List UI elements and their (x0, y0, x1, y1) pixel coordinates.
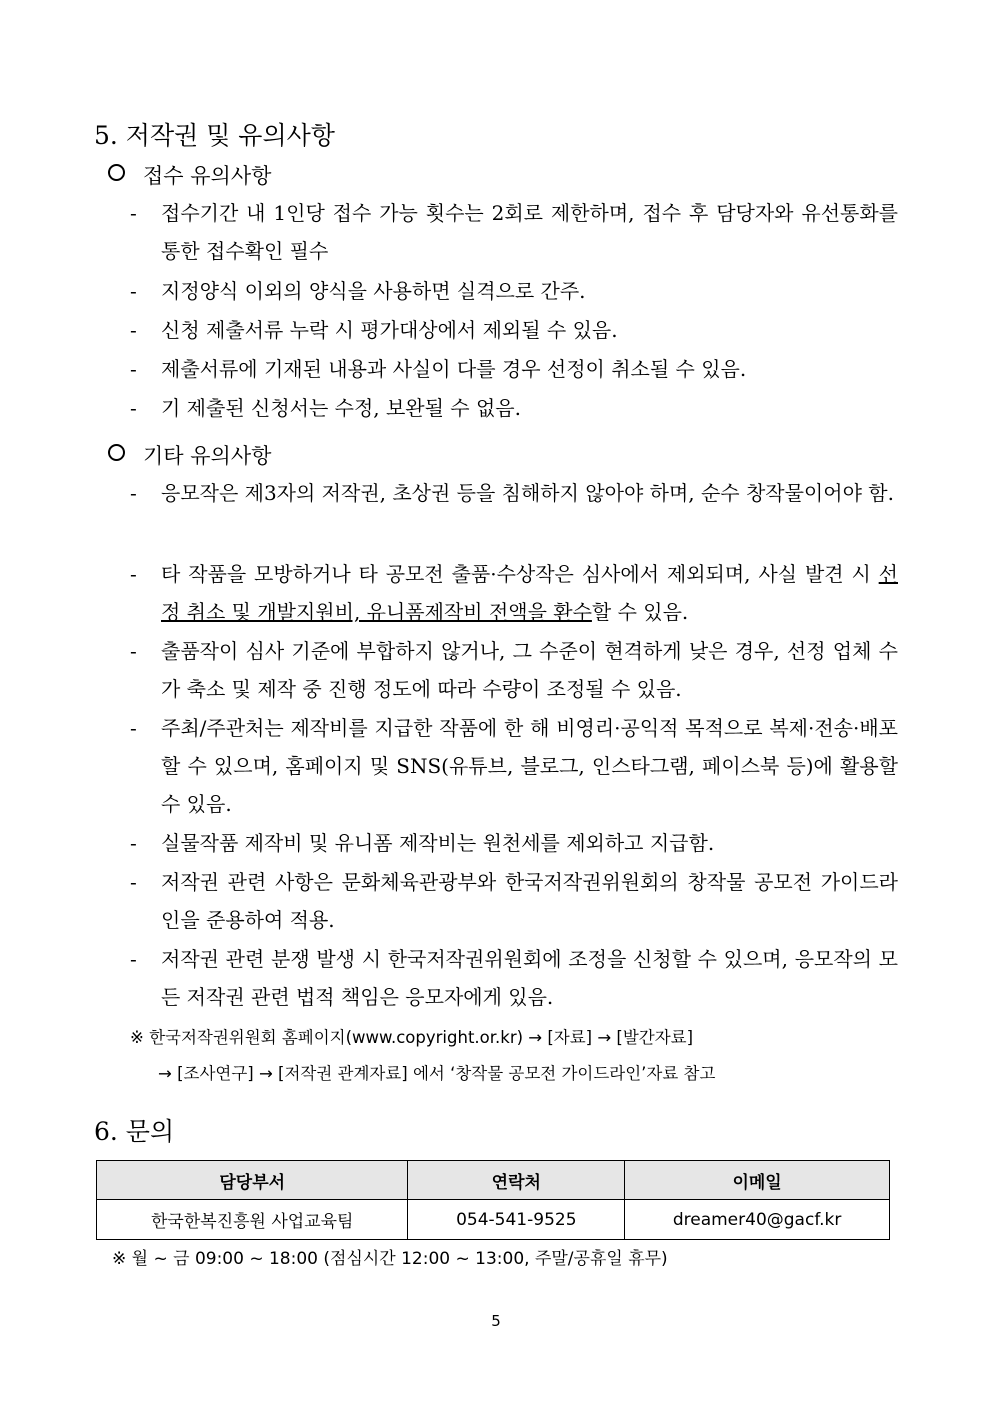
reference-note-line-1: ※ 한국저작권위원회 홈페이지(www.copyright.or.kr) → [자료] → [발간자료] (130, 1028, 694, 1047)
list-item: - 타 작품을 모방하거나 타 공모전 출품·수상작은 심사에서 제외되며, 사실 발견 시 선정 취소 및 개발지원비, 유니폼제작비 전액을 환수할 수 있음. (130, 562, 898, 624)
list-item: - 기 제출된 신청서는 수정, 보완될 수 없음. (130, 396, 521, 420)
underlined-text: 선정 취소 및 개발지원비, 유니폼제작비 전액을 환수 (161, 562, 898, 624)
subsection-title: 기타 유의사항 (143, 444, 272, 468)
list-item: - 실물작품 제작비 및 유니폼 제작비는 원천세를 제외하고 지급함. (130, 831, 715, 855)
section-5-title: 5. 저작권 및 유의사항 (94, 121, 335, 150)
list-item: - 신청 제출서류 누락 시 평가대상에서 제외될 수 있음. (130, 318, 618, 342)
list-item: - 저작권 관련 사항은 문화체육관광부와 한국저작권위원회의 창작물 공모전 가이드라인을 준용하여 적용. (130, 870, 898, 932)
circle-bullet-icon (108, 444, 125, 461)
cell-department: 한국한복진흥원 사업교육팀 (97, 1200, 408, 1240)
cell-phone: 054-541-9525 (408, 1200, 625, 1240)
header-email: 이메일 (625, 1161, 890, 1200)
subsection-other-notes (108, 440, 271, 470)
circle-bullet-icon (108, 164, 125, 181)
list-item: - 주최/주관처는 제작비를 지급한 작품에 한 해 비영리·공익적 목적으로 복제·전송·배포할 수 있으며, 홈페이지 및 SNS(유튜브, 블로그, 인스타그램, 페이스북 등)에 활용할 수 있음. (130, 716, 898, 816)
header-phone: 연락처 (408, 1161, 625, 1200)
subsection-submission-notes (108, 160, 271, 190)
office-hours-note: ※ 월 ~ 금 09:00 ~ 18:00 (점심시간 12:00 ~ 13:00, 주말/공휴일 휴무) (112, 1249, 668, 1269)
list-item: - 저작권 관련 분쟁 발생 시 한국저작권위원회에 조정을 신청할 수 있으며, 응모작의 모든 저작권 관련 법적 책임은 응모자에게 있음. (130, 947, 898, 1009)
table-row (97, 1200, 890, 1240)
header-department: 담당부서 (97, 1161, 408, 1200)
list-item: - 응모작은 제3자의 저작권, 초상권 등을 침해하지 않아야 하며, 순수 창작물이어야 함. (130, 481, 894, 505)
list-item: - 제출서류에 기재된 내용과 사실이 다를 경우 선정이 취소될 수 있음. (130, 357, 747, 381)
list-item: - 지정양식 이외의 양식을 사용하면 실격으로 간주. (130, 279, 586, 303)
list-item: - 접수기간 내 1인당 접수 가능 횟수는 2회로 제한하며, 접수 후 담당자와 유선통화를 통한 접수확인 필수 (130, 201, 898, 263)
reference-note-line-2: → [조사연구] → [저작권 관계자료] 에서 ‘창작물 공모전 가이드라인’자료 참고 (158, 1064, 716, 1083)
cell-email[interactable]: dreamer40@gacf.kr (625, 1200, 890, 1240)
list-item: - 출품작이 심사 기준에 부합하지 않거나, 그 수준이 현격하게 낮은 경우, 선정 업체 수가 축소 및 제작 중 진행 정도에 따라 수량이 조정될 수 있음. (130, 639, 898, 701)
table-header-row (97, 1161, 890, 1200)
contact-table (96, 1160, 890, 1240)
page-number: 5 (491, 1312, 501, 1330)
section-6-title: 6. 문의 (94, 1117, 175, 1146)
subsection-title: 접수 유의사항 (143, 164, 272, 188)
